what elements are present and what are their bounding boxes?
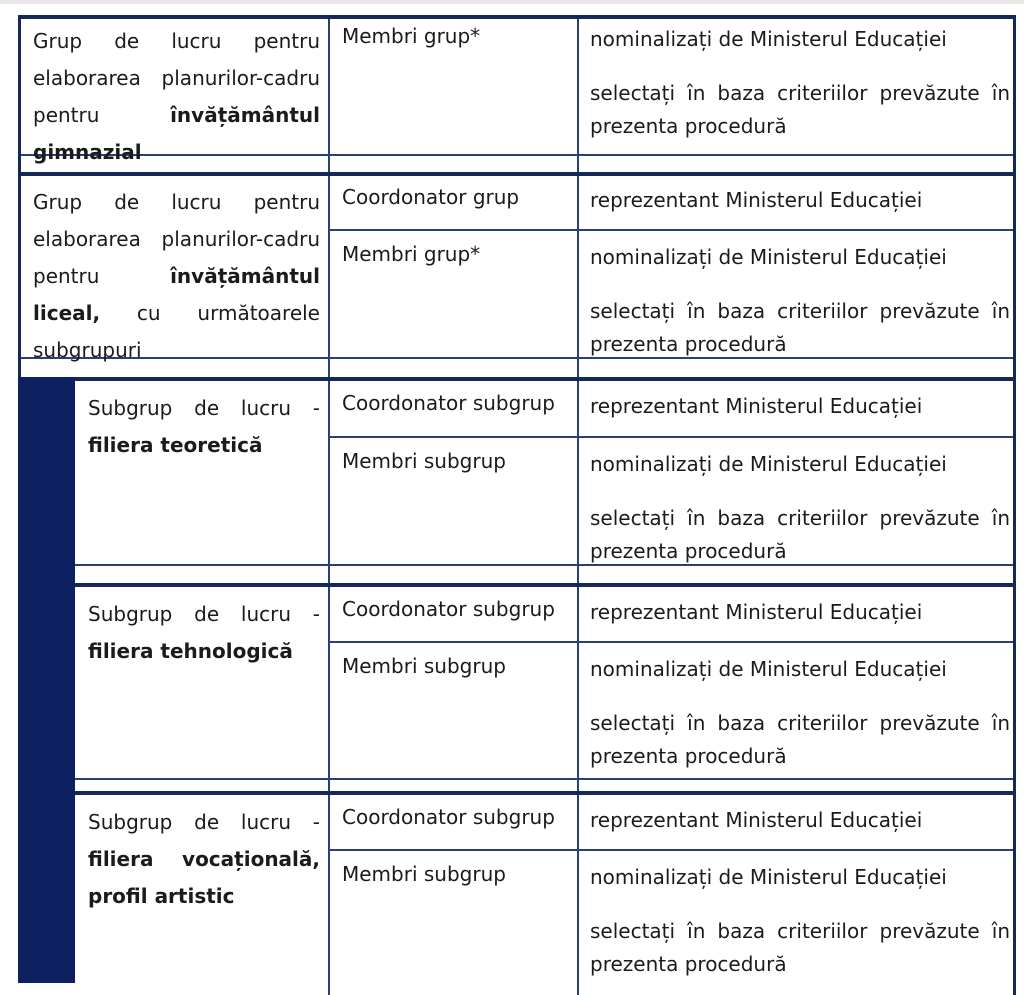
- role-cell: Coordonator subgrup: [342, 805, 555, 829]
- description-paragraph: selectați în baza criteriilor prevăzute în prezenta procedură: [590, 711, 1010, 768]
- description-cell: [590, 184, 1010, 217]
- description-paragraph: reprezentant Ministerul Educației: [590, 188, 923, 212]
- section-separator-2: [18, 377, 1016, 381]
- description-paragraph: reprezentant Ministerul Educației: [590, 808, 923, 832]
- description-cell: [590, 241, 1010, 361]
- group-title-bold: învățământul gimnazial: [33, 103, 320, 164]
- description-paragraph: reprezentant Ministerul Educației: [590, 394, 923, 418]
- column-divider-2: [577, 15, 579, 995]
- subgroup-title-cell: [88, 804, 320, 915]
- description-paragraph: nominalizați de Ministerul Educației: [590, 865, 947, 889]
- role-cell: Membri subgrup: [342, 449, 506, 473]
- subgroup-indent-cell: [18, 377, 75, 983]
- description-cell: [590, 448, 1010, 568]
- subgroup-title-cell: [88, 596, 320, 670]
- section-separator-3: [18, 583, 1016, 587]
- description-cell: [590, 804, 1010, 837]
- subgroup-title-bold: filiera tehnologică: [88, 639, 293, 663]
- row-bottom-line-4: [75, 778, 1013, 780]
- subgroup-title-text: Subgrup de lucru -: [88, 810, 320, 834]
- group-title-text: Grup de lucru pentru elaborarea planurilor-cadru pentru: [33, 29, 320, 127]
- role-cell: Membri subgrup: [342, 654, 506, 678]
- group-title-cell: [33, 23, 320, 171]
- group-title-cell: [33, 184, 320, 369]
- description-cell: [590, 390, 1010, 423]
- section-separator-4: [18, 791, 1016, 795]
- description-paragraph: nominalizați de Ministerul Educației: [590, 452, 947, 476]
- description-paragraph: reprezentant Ministerul Educației: [590, 600, 923, 624]
- group-title-text: cu următoarele subgrupuri: [33, 301, 320, 362]
- description-paragraph: selectați în baza criteriilor prevăzute în prezenta procedură: [590, 81, 1010, 138]
- role-cell: Coordonator subgrup: [342, 597, 555, 621]
- subrow-divider-1: [330, 229, 1013, 231]
- description-cell: [590, 23, 1010, 143]
- description-paragraph: selectați în baza criteriilor prevăzute în prezenta procedură: [590, 506, 1010, 563]
- description-cell: [590, 861, 1010, 981]
- column-divider-1: [328, 15, 330, 995]
- description-cell: [590, 596, 1010, 629]
- description-paragraph: nominalizați de Ministerul Educației: [590, 27, 947, 51]
- subrow-divider-2: [330, 436, 1013, 438]
- table-border-top: [18, 15, 1016, 19]
- subgroup-title-bold: filiera teoretică: [88, 433, 263, 457]
- subgroup-title-bold: filiera vocațională, profil artistic: [88, 847, 320, 908]
- subgroup-title-cell: [88, 390, 320, 464]
- description-paragraph: nominalizați de Ministerul Educației: [590, 245, 947, 269]
- role-cell: Coordonator grup: [342, 185, 520, 209]
- subrow-divider-3: [330, 641, 1013, 643]
- role-cell: Coordonator subgrup: [342, 391, 555, 415]
- top-edge-strip: [0, 0, 1024, 4]
- subgroup-title-text: Subgrup de lucru -: [88, 396, 320, 420]
- role-cell: Membri grup*: [342, 24, 481, 48]
- group-title-text: Grup de lucru pentru elaborarea planurilor-cadru pentru: [33, 190, 320, 288]
- role-cell: Membri subgrup: [342, 862, 506, 886]
- section-separator-1: [18, 172, 1016, 176]
- description-paragraph: selectați în baza criteriilor prevăzute în prezenta procedură: [590, 919, 1010, 976]
- description-paragraph: selectați în baza criteriilor prevăzute în prezenta procedură: [590, 299, 1010, 356]
- description-paragraph: nominalizați de Ministerul Educației: [590, 657, 947, 681]
- subgroup-title-text: Subgrup de lucru -: [88, 602, 320, 626]
- subrow-divider-4: [330, 849, 1013, 851]
- role-cell: Membri grup*: [342, 242, 481, 266]
- group-title-bold: învățământul liceal,: [33, 264, 320, 325]
- description-cell: [590, 653, 1010, 773]
- table-border-right: [1013, 15, 1016, 995]
